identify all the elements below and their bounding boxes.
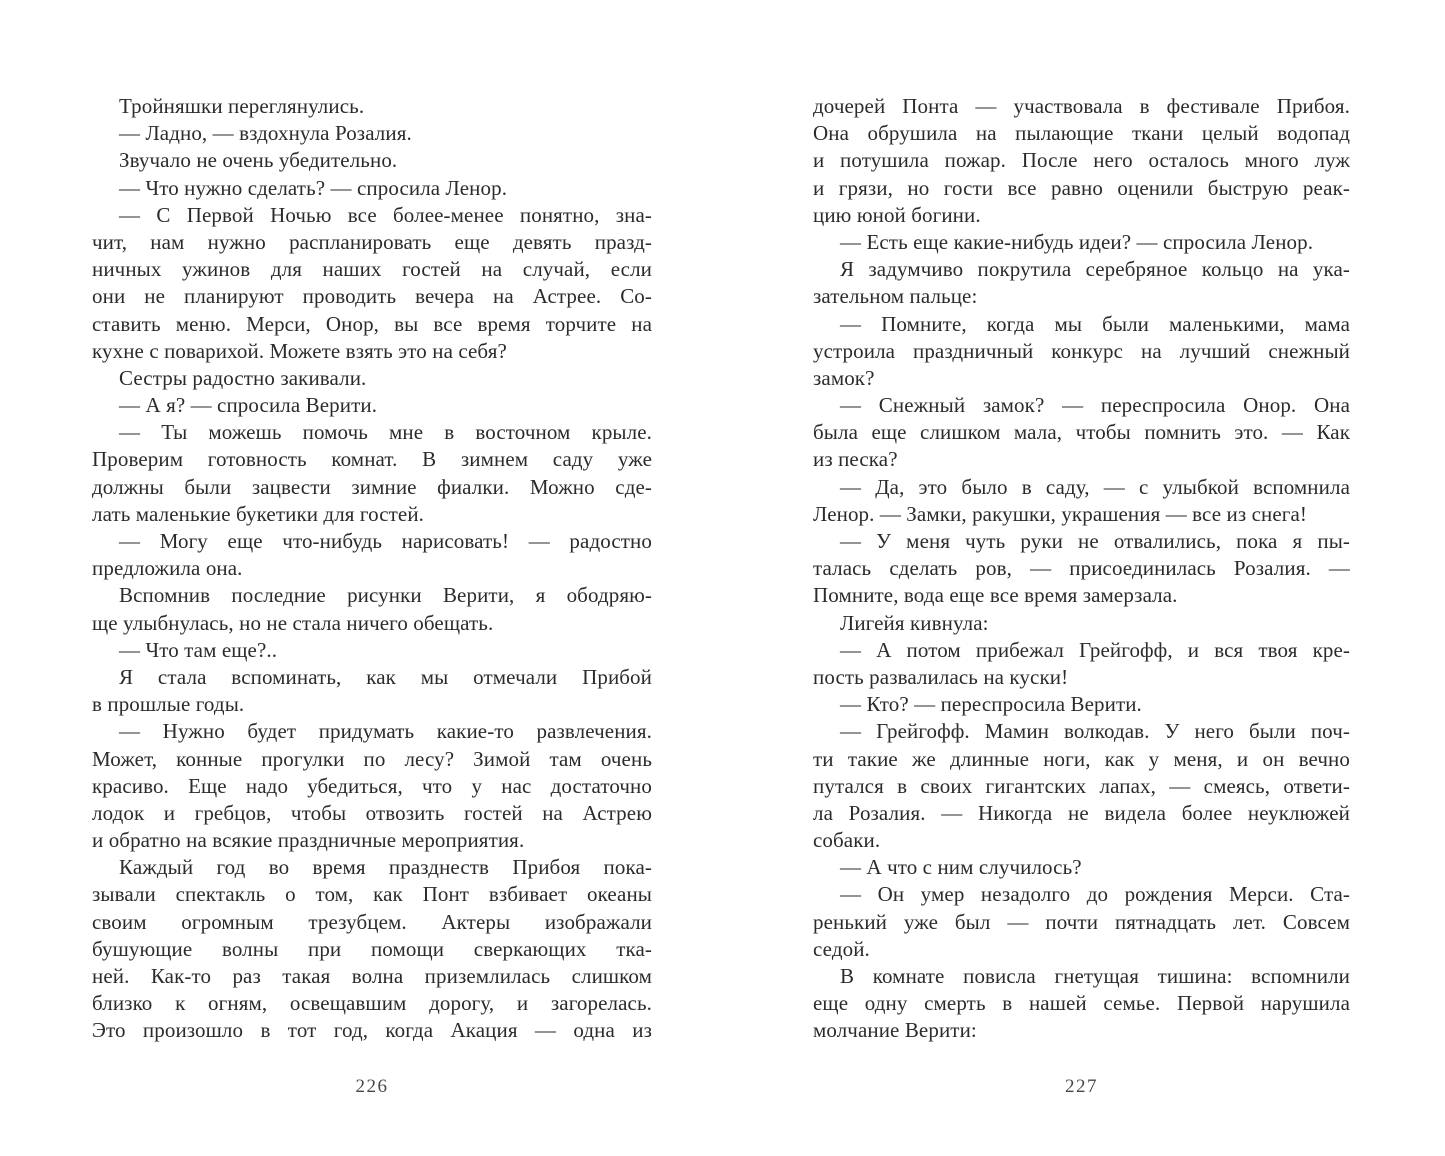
text-line: должны были зацвести зимние фиалки. Можно сде- xyxy=(92,474,652,499)
text-line: устроила праздничный конкурс на лучший снежный xyxy=(813,338,1350,363)
text-line: близко к огням, освещавшим дорогу, и загорелась. xyxy=(92,991,652,1016)
text-line: ренький уже был — почти пятнадцать лет. Совсем xyxy=(813,909,1350,934)
text-line: и грязи, но гости все равно оценили быструю реак- xyxy=(813,175,1350,200)
text-line: чит, нам нужно распланировать еще девять празд- xyxy=(92,229,652,254)
text-line: Я задумчиво покрутила серебряное кольцо на ука- xyxy=(840,257,1350,282)
text-line: в прошлые годы. xyxy=(92,692,245,717)
text-line: ней. Как-то раз такая волна приземлилась слишком xyxy=(92,964,652,988)
text-line: ла Розалия. — Никогда не видела более неуклюжей xyxy=(813,800,1350,825)
text-line: — Помните, когда мы были маленькими, мама xyxy=(840,311,1350,336)
text-line: Звучало не очень убедительно. xyxy=(119,148,398,173)
text-line: Я стала вспоминать, как мы отмечали Прибой xyxy=(119,664,652,689)
text-line: лодок и гребцов, чтобы отвозить гостей на Астрею xyxy=(92,800,652,825)
page-right xyxy=(813,93,1350,1133)
text-line: Сестры радостно закивали. xyxy=(119,365,367,390)
text-line: Лигейя кивнула: xyxy=(840,610,989,635)
text-line: своим огромным трезубцем. Актеры изображали xyxy=(92,909,652,934)
text-line: красиво. Еще надо убедиться, что у нас достаточно xyxy=(92,773,652,798)
text-line: зательном пальце: xyxy=(813,284,978,309)
text-line: седой. xyxy=(813,936,870,961)
text-line: Это произошло в тот год, когда Акация — одна из xyxy=(92,1018,652,1043)
page-right-text xyxy=(813,93,1350,1045)
text-line: собаки. xyxy=(813,828,881,853)
text-line: — Он умер незадолго до рождения Мерси. Ста- xyxy=(840,882,1350,907)
text-line: предложила она. xyxy=(92,556,243,581)
text-line: они не планируют проводить вечера на Астрее. Со- xyxy=(92,284,652,309)
page-left-text xyxy=(92,93,652,1045)
text-line: Каждый год во время празднеств Прибоя пока- xyxy=(119,855,652,880)
text-line: замок? xyxy=(813,365,875,390)
text-line: — Грейгофф. Мамин волкодав. У него были поч- xyxy=(840,719,1350,744)
text-line: — У меня чуть руки не отвалились, пока я пы- xyxy=(840,529,1350,553)
text-line: Тройняшки переглянулись. xyxy=(119,94,365,118)
text-line: цию юной богини. xyxy=(813,202,981,227)
text-line: Она обрушила на пылающие ткани целый водопад xyxy=(813,121,1350,146)
page-left xyxy=(92,93,652,1133)
text-line: Ленор. — Замки, ракушки, украшения — все из снега! xyxy=(813,501,1307,526)
text-line: — А что с ним случилось? xyxy=(840,855,1082,880)
text-line: — Кто? — переспросила Верити. xyxy=(840,692,1142,717)
text-line: — Да, это было в саду, — с улыбкой вспомнила xyxy=(840,474,1350,499)
text-line: ставить меню. Мерси, Онор, вы все время торчите на xyxy=(92,311,652,336)
text-line: дочерей Понта — участвовала в фестивале Прибоя. xyxy=(813,94,1350,118)
text-line: кухне с поварихой. Можете взять это на себя? xyxy=(92,338,507,363)
text-line: ти такие же длинные ноги, как у меня, и он вечно xyxy=(813,746,1350,771)
page-number-right: 227 xyxy=(1065,1076,1098,1097)
text-line: — С Первой Ночью все более-менее понятно, зна- xyxy=(119,202,652,227)
text-line: — Нужно будет придумать какие-то развлечения. xyxy=(119,719,652,744)
text-line: Проверим готовность комнат. В зимнем саду уже xyxy=(92,447,652,472)
text-line: ничных ужинов для наших гостей на случай, если xyxy=(92,257,652,282)
text-line: из песка? xyxy=(813,447,898,472)
text-line: бушующие волны при помощи сверкающих тка- xyxy=(92,936,652,961)
text-line: лать маленькие букетики для гостей. xyxy=(92,501,425,526)
text-line: талась сделать ров, — присоединилась Розалия. — xyxy=(813,556,1350,581)
text-line: путался в своих гигантских лапах, — смеясь, ответи- xyxy=(813,773,1350,798)
text-line: — А потом прибежал Грейгофф, и вся твоя кре- xyxy=(840,637,1350,662)
text-line: — Могу еще что-нибудь нарисовать! — радостно xyxy=(119,529,652,553)
text-line: — Есть еще какие-нибудь идеи? — спросила Ленор. xyxy=(840,229,1314,254)
text-line: — Ты можешь помочь мне в восточном крыле. xyxy=(119,420,652,445)
text-line: — А я? — спросила Верити. xyxy=(119,393,378,418)
text-line: Помните, вода еще все время замерзала. xyxy=(813,583,1178,608)
text-line: Вспомнив последние рисунки Верити, я ободряю- xyxy=(119,583,652,608)
text-line: была еще слишком мала, чтобы помнить это. — Как xyxy=(813,420,1350,445)
text-line: — Ладно, — вздохнула Розалия. xyxy=(119,121,412,146)
text-line: ще улыбнулась, но не стала ничего обещать. xyxy=(92,610,494,635)
text-line: В комнате повисла гнетущая тишина: вспомнили xyxy=(840,964,1350,988)
text-line: и потушила пожар. После него осталось много луж xyxy=(813,148,1350,173)
text-line: — Снежный замок? — переспросила Онор. Она xyxy=(840,393,1350,418)
text-line: пость развалилась на куски! xyxy=(813,664,1069,689)
page-number-left: 226 xyxy=(355,1076,389,1097)
text-line: — Что там еще?.. xyxy=(119,637,278,662)
text-line: и обратно на всякие праздничные мероприятия. xyxy=(92,828,525,853)
text-line: зывали спектакль о том, как Понт взбивает океаны xyxy=(92,882,652,907)
text-line: молчание Верити: xyxy=(813,1018,977,1043)
text-line: еще одну смерть в нашей семье. Первой нарушила xyxy=(813,991,1350,1016)
text-line: — Что нужно сделать? — спросила Ленор. xyxy=(119,175,508,200)
text-line: Может, конные прогулки по лесу? Зимой там очень xyxy=(92,746,652,771)
